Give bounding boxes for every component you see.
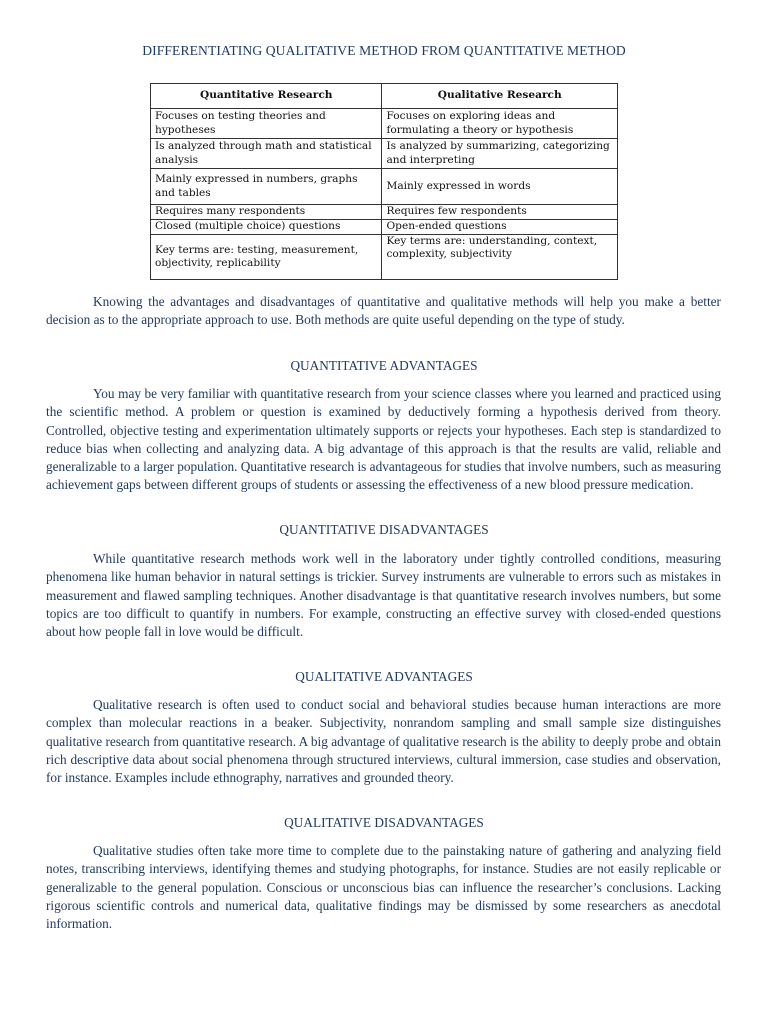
intro-paragraph: Knowing the advantages and disadvantages of quantitative and qualitative methods will help you make a better decision as to the appropriate approach to use. Both methods are quite useful depending on the type of study.	[46, 294, 721, 328]
table-header-quantitative: Quantitative Research	[151, 84, 382, 109]
table-cell: Focuses on testing theories and hypotheses	[151, 109, 382, 139]
section-body-qualitative-disadvantages: Qualitative studies often take more time to complete due to the painstaking nature of gathering and analyzing field notes, transcribing interviews, identifying themes and studying photographs, for instance. Studies are not easily replicable or generalizable to the general population. Conscious or unconscious bias can influence the researcher’s conclusions. Lacking rigorous scientific controls and numerical data, qualitative findings may be dismissed by some researchers as anecdotal information.	[46, 843, 721, 932]
table-row	[151, 220, 618, 235]
table-cell: Mainly expressed in numbers, graphs and tables	[151, 169, 382, 205]
table-cell: Mainly expressed in words	[382, 169, 618, 205]
section-heading-qualitative-advantages: QUALITATIVE ADVANTAGES	[295, 669, 473, 684]
comparison-table	[150, 83, 618, 280]
table-cell: Key terms are: testing, measurement, objectivity, replicability	[151, 235, 382, 280]
section-body-quantitative-advantages: You may be very familiar with quantitative research from your science classes where you learned and practiced using the scientific method. A problem or question is examined by deductively forming a hypothesis derived from theory. Controlled, objective testing and experimentation ultimately supports or rejects your hypotheses. Each step is standardized to reduce bias when collecting and analyzing data. A big advantage of this approach is that the results are valid, reliable and generalizable to a larger population. Quantitative research is advantageous for studies that involve numbers, such as measuring achievement gaps between different groups of students or assessing the effectiveness of a new blood pressure medication.	[46, 386, 721, 493]
section-body-quantitative-disadvantages: While quantitative research methods work well in the laboratory under tightly controlled conditions, measuring phenomena like human behavior in natural settings is trickier. Survey instruments are vulnerable to errors such as mistakes in measurement and flawed sampling techniques. Another disadvantage is that quantitative research involves numbers, but some topics are too difficult to quantify in numbers. For example, constructing an effective survey with closed-ended questions about how people fall in love would be difficult.	[46, 551, 721, 640]
section-body-qualitative-advantages: Qualitative research is often used to conduct social and behavioral studies because human interactions are more complex than molecular reactions in a beaker. Subjectivity, nonrandom sampling and small sample size distinguishes qualitative research from quantitative research. A big advantage of qualitative research is the ability to deeply probe and obtain rich descriptive data about social phenomena through structured interviews, cultural immersion, case studies and observation, for instance. Examples include ethnography, narratives and grounded theory.	[46, 697, 721, 786]
table-cell: Open-ended questions	[382, 220, 618, 235]
section-heading-quantitative-disadvantages: QUANTITATIVE DISADVANTAGES	[279, 522, 489, 537]
document-title: DIFFERENTIATING QUALITATIVE METHOD FROM QUANTITATIVE METHOD	[142, 43, 626, 58]
table-cell: Requires many respondents	[151, 205, 382, 220]
table-row	[151, 235, 618, 280]
section-heading-quantitative-advantages: QUANTITATIVE ADVANTAGES	[290, 358, 478, 373]
table-row	[151, 139, 618, 169]
table-row	[151, 169, 618, 205]
table-row	[151, 205, 618, 220]
table-header-qualitative: Qualitative Research	[382, 84, 618, 109]
table-cell: Is analyzed through math and statistical analysis	[151, 139, 382, 169]
table-cell: Key terms are: understanding, context, complexity, subjectivity	[382, 235, 618, 280]
table-header-row	[151, 84, 618, 109]
table-cell: Focuses on exploring ideas and formulating a theory or hypothesis	[382, 109, 618, 139]
section-heading-qualitative-disadvantages: QUALITATIVE DISADVANTAGES	[284, 815, 484, 830]
table-row	[151, 109, 618, 139]
table-cell: Is analyzed by summarizing, categorizing and interpreting	[382, 139, 618, 169]
table-cell: Requires few respondents	[382, 205, 618, 220]
table-cell: Closed (multiple choice) questions	[151, 220, 382, 235]
